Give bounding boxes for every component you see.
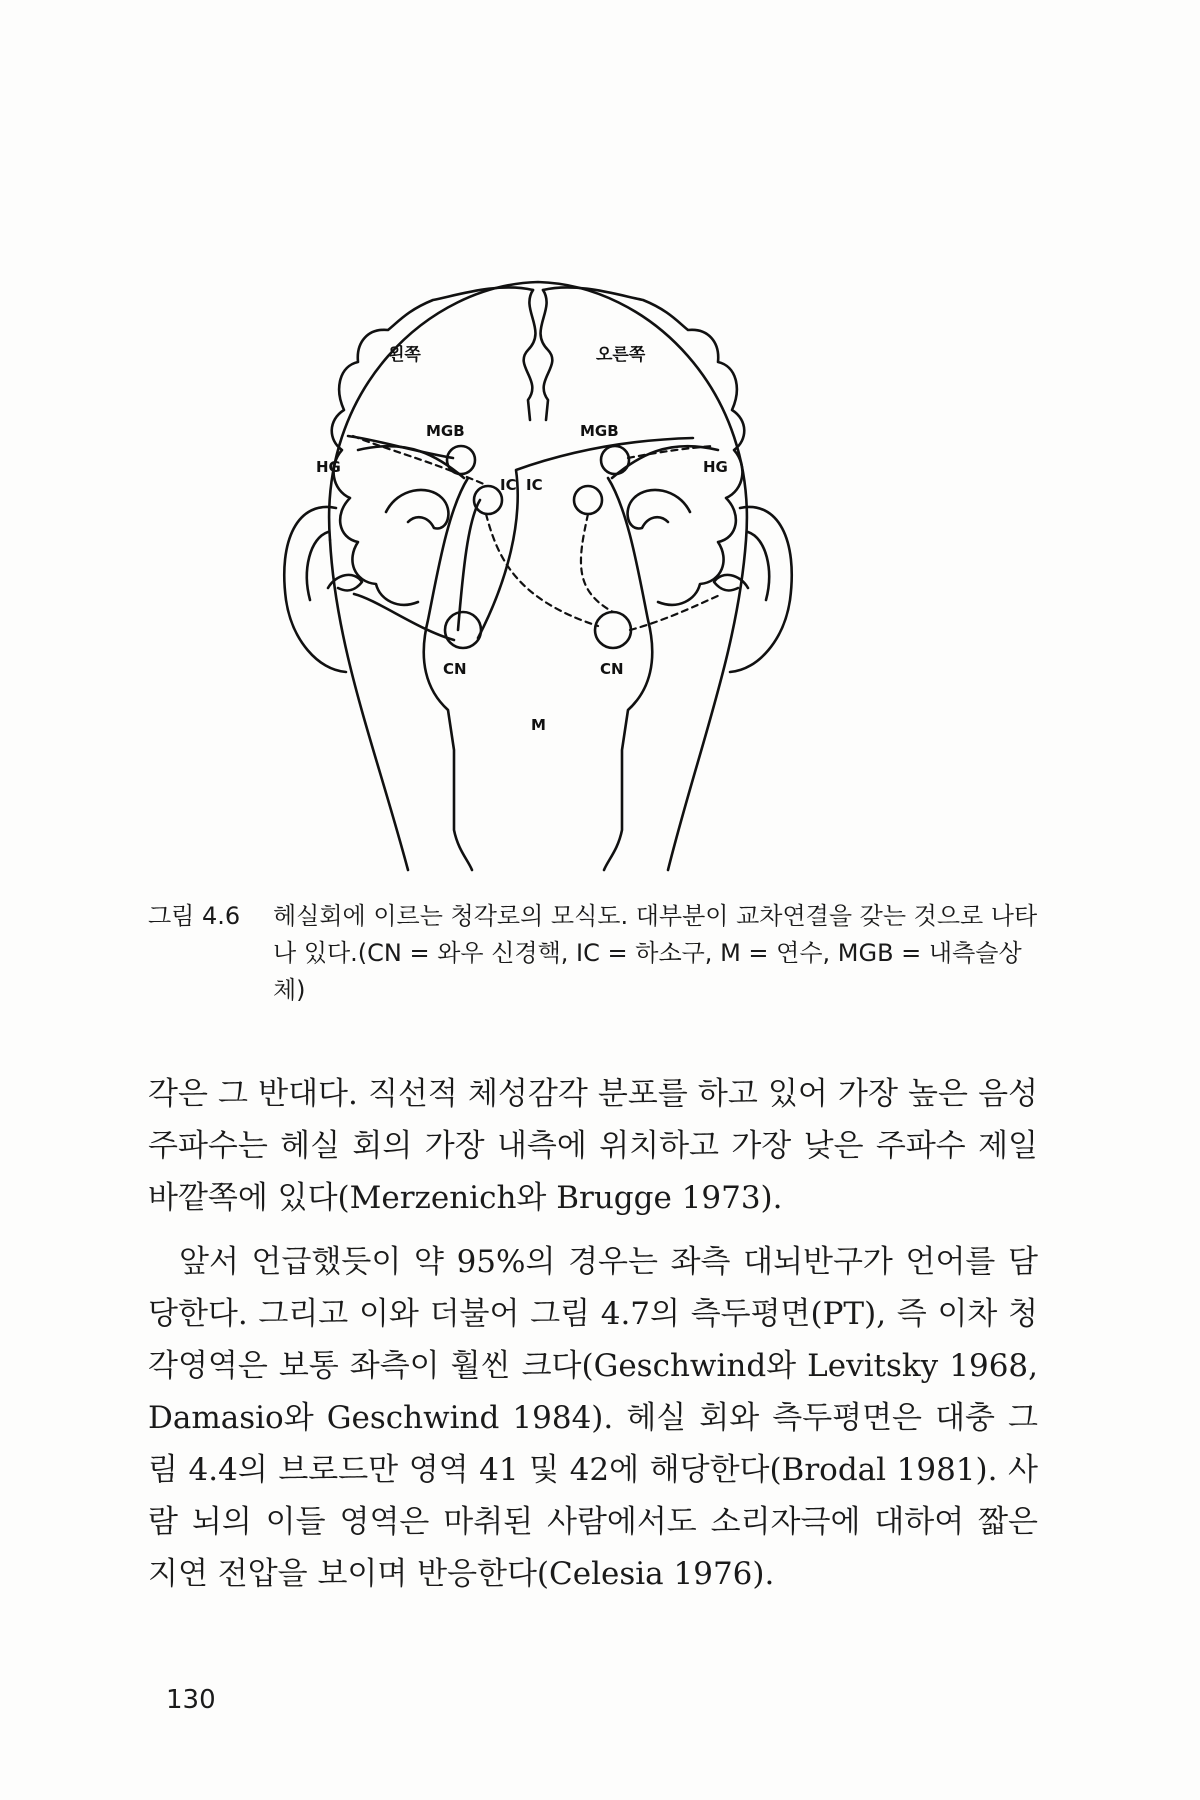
figure-number: 그림 4.6 (148, 902, 241, 930)
auditory-pathway-diagram (258, 270, 818, 880)
left-ipsi-solid (458, 500, 480, 630)
head-outline (329, 282, 747, 870)
cn-right-circle (595, 612, 631, 648)
left-cochlear-nerve (354, 594, 454, 640)
figure-caption (148, 898, 1038, 1009)
body-text (148, 1068, 1038, 1600)
page-number: 130 (166, 1685, 216, 1715)
label-right: 오른쪽 (596, 345, 646, 365)
ic-left-circle (474, 486, 502, 514)
label-mgb-left: MGB (426, 422, 465, 440)
right-crossed-dashed (581, 514, 613, 612)
left-ear (284, 507, 346, 672)
right-hemisphere (543, 287, 744, 604)
ic-right-circle (574, 486, 602, 514)
mgb-right-circle (601, 446, 629, 474)
paragraph-1: 각은 그 반대다. 직선적 체성감각 분포를 하고 있어 가장 높은 음성 주파수는 헤실 회의 가장 내측에 위치하고 가장 낮은 주파수 제일 바깥쪽에 있다(Merzenich와 Brugge 1973). (148, 1076, 1038, 1216)
label-mgb-right: MGB (580, 422, 619, 440)
cn-left-circle (445, 612, 481, 648)
label-hg-right: HG (703, 458, 728, 476)
label-ic-right: IC (526, 476, 543, 494)
paragraph-2: 앞서 언급했듯이 약 95%의 경우는 좌측 대뇌반구가 언어를 담당한다. 그리고 이와 더불어 그림 4.7의 측두평면(PT), 즉 이차 청각영역은 보통 좌측이 훨씬 크다(Geschwind와 Levitsky 1968, Damasio와 Geschwind 1984). 헤실 회와 측두평면은 대충 그림 4.4의 브로드만 영역 41 및 42에 해당한다(Brodal 1981). 사람 뇌의 이들 영역은 마취된 사람에서도 소리자극에 대하여 짧은 지연 전압을 보이며 반응한다(Celesia 1976). (148, 1244, 1038, 1592)
label-cn-right: CN (600, 660, 624, 678)
label-ic-left: IC (500, 476, 517, 494)
label-m: M (531, 716, 546, 734)
auditory-pathway-figure (258, 270, 818, 880)
label-hg-left: HG (316, 458, 341, 476)
right-crossed-pathway (478, 438, 693, 638)
label-left: 왼쪽 (388, 345, 421, 365)
label-cn-left: CN (443, 660, 467, 678)
longitudinal-fissure (524, 290, 536, 420)
caption-text: 헤실회에 이르는 청각로의 모식도. 대부분이 교차연결을 갖는 것으로 나타나 있다.(CN = 와우 신경핵, IC = 하소구, M = 연수, MGB = 내측슬상체) (273, 902, 1038, 1004)
left-ipsi-dashed (353, 436, 486, 485)
